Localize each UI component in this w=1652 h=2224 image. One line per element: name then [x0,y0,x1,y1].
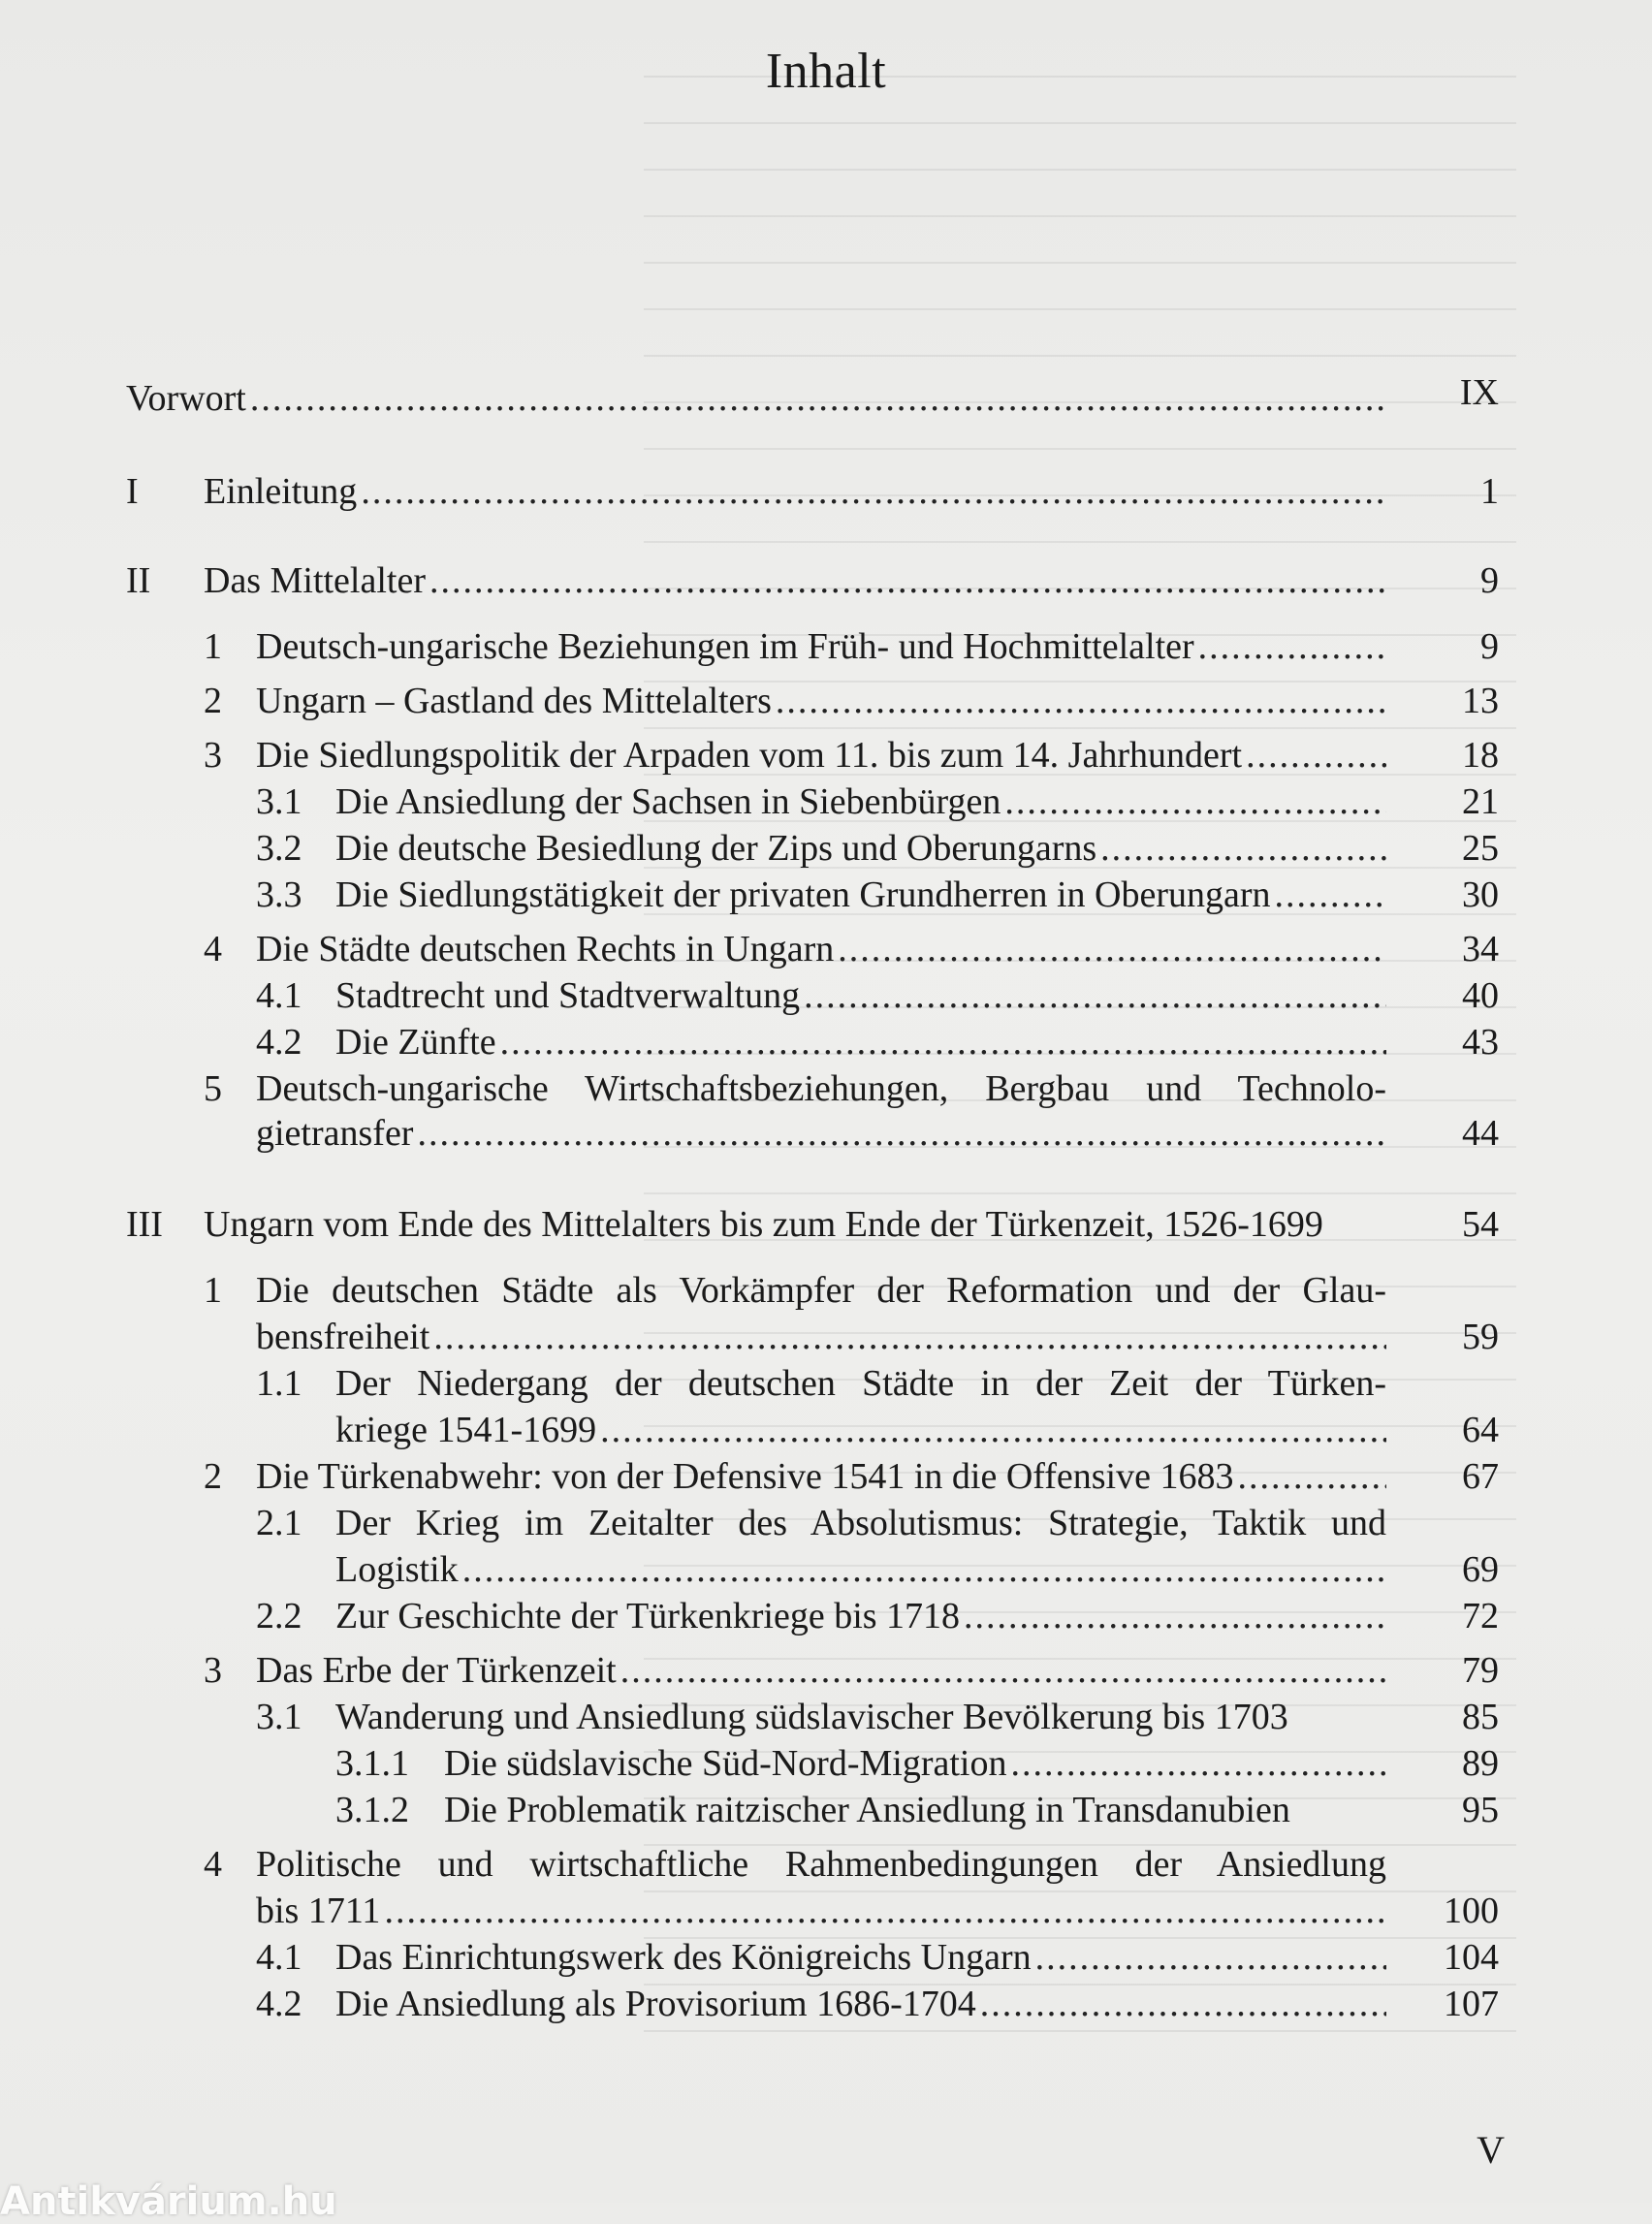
leader-dots [600,1408,1386,1452]
toc-entry [256,1315,1386,1359]
toc-entry-mittelalter [204,558,1386,603]
toc-num: 2 [204,681,222,721]
toc-page: 40 [1462,975,1499,1016]
toc-entry [256,679,1386,723]
toc-title: Das Einrichtungswerk des Königreichs Ungarn [335,1937,1032,1978]
toc-title-line1: Deutsch-ungarische Wirtschaftsbeziehungen, Bergbau und Technolo- [256,1068,1386,1109]
leader-dots [980,1982,1386,2026]
leader-dots [1246,733,1386,778]
toc-entry [256,1111,1386,1156]
toc-num: 3 [204,735,222,776]
toc-num: 5 [204,1068,222,1109]
toc-page: 100 [1444,1890,1499,1931]
leader-dots [964,1594,1386,1638]
toc-title: Vorwort [126,378,246,419]
toc-title-line1: Die deutschen Städte als Vorkämpfer der Reformation und der Glau- [256,1270,1386,1311]
toc-title-line2: bis 1711 [256,1890,381,1931]
toc-page: 43 [1462,1022,1499,1063]
toc-title: Einleitung [204,471,358,512]
toc-num: 2 [204,1456,222,1497]
leader-dots [620,1648,1386,1693]
toc-page: 1 [1480,471,1499,512]
toc-num: 2.1 [256,1503,302,1543]
toc-entry [335,826,1386,871]
toc-title: Die Zünfte [335,1022,496,1063]
toc-num: III [126,1204,163,1245]
toc-entry-einleitung [204,469,1386,514]
leader-dots [433,1315,1386,1359]
toc-page: 54 [1462,1204,1499,1245]
toc-entry [335,1408,1386,1452]
toc-entry [256,624,1386,669]
toc-title: Deutsch-ungarische Beziehungen im Früh- und Hochmittelalter [256,626,1194,667]
leader-dots [838,927,1386,971]
toc-title: Die deutsche Besiedlung der Zips und Oberungarns [335,828,1097,869]
toc-title: Ungarn vom Ende des Mittelalters bis zum Ende der Türkenzeit, 1526-1699 [204,1204,1323,1245]
toc-num: 4.2 [256,1022,302,1063]
toc-title: Die Türkenabwehr: von der Defensive 1541 in die Offensive 1683 [256,1456,1234,1497]
toc-entry [335,779,1386,824]
toc-page: 67 [1462,1456,1499,1497]
toc-entry [335,1935,1386,1980]
toc-title-line1: Politische und wirtschaftliche Rahmenbedingungen der Ansiedlung [256,1844,1386,1885]
watermark: Antikvárium.hu [0,2179,337,2224]
toc-title: Die Ansiedlung als Provisorium 1686-1704 [335,1984,976,2024]
leader-dots [1237,1454,1386,1499]
leader-dots [1004,779,1386,824]
toc-title-line2: bensfreiheit [256,1317,430,1357]
toc-page: 89 [1462,1743,1499,1784]
toc-title: Die Problematik raitzischer Ansiedlung in Transdanubien [444,1790,1290,1830]
leader-dots [384,1889,1386,1933]
toc-num: 1 [204,626,222,667]
toc-num: 3.1.2 [335,1790,409,1830]
toc-title: Stadtrecht und Stadtverwaltung [335,975,801,1016]
leader-dots [1010,1741,1386,1786]
toc-entry [335,873,1386,917]
toc-page: 64 [1462,1410,1499,1450]
toc-page: 107 [1444,1984,1499,2024]
toc-entry [335,973,1386,1018]
toc-title: Die südslavische Süd-Nord-Migration [444,1743,1007,1784]
toc-entry [256,927,1386,971]
toc-entry [256,1648,1386,1693]
toc-entry [335,1982,1386,2026]
toc-num: 3.1 [256,781,302,822]
toc-page: 13 [1462,681,1499,721]
leader-dots [1198,624,1386,669]
toc-num: 3.3 [256,874,302,915]
toc-entry [256,733,1386,778]
leader-dots [1035,1935,1386,1980]
leader-dots [1100,826,1386,871]
toc-page: 69 [1462,1549,1499,1590]
toc-title: Zur Geschichte der Türkenkriege bis 1718 [335,1596,961,1636]
toc-title: Ungarn – Gastland des Mittelalters [256,681,772,721]
toc-title: Wanderung und Ansiedlung südslavischer Bevölkerung bis 1703 [335,1697,1288,1737]
toc-entry [256,1454,1386,1499]
toc-title: Das Erbe der Türkenzeit [256,1650,617,1691]
toc-page: 72 [1462,1596,1499,1636]
leader-dots [361,469,1386,514]
toc-num: 4.1 [256,1937,302,1978]
toc-title-line2: gietransfer [256,1113,414,1154]
toc-title-line1: Der Niedergang der deutschen Städte in der Zeit der Türken- [335,1363,1386,1404]
toc-num: 2.2 [256,1596,302,1636]
toc-page: 104 [1444,1937,1499,1978]
leader-dots [1275,873,1387,917]
toc-entry [335,1547,1386,1592]
toc-title: Die Ansiedlung der Sachsen in Siebenbürgen [335,781,1001,822]
toc-page: 79 [1462,1650,1499,1691]
toc-page: 30 [1462,874,1499,915]
toc-num: 3 [204,1650,222,1691]
toc-num: I [126,471,139,512]
leader-dots [429,558,1386,603]
toc-page: 9 [1480,626,1499,667]
toc-title: Die Städte deutschen Rechts in Ungarn [256,929,835,969]
toc-num: 3.2 [256,828,302,869]
toc-page: 44 [1462,1113,1499,1154]
toc-title-line2: Logistik [335,1549,459,1590]
toc-page: IX [1459,372,1499,413]
toc-page: 34 [1462,929,1499,969]
leader-dots [500,1020,1386,1064]
toc-title-line1: Der Krieg im Zeitalter des Absolutismus: Strategie, Taktik und [335,1503,1386,1543]
toc-num: 3.1.1 [335,1743,409,1784]
leader-dots [462,1547,1386,1592]
toc-entry [335,1020,1386,1064]
toc-num: 4 [204,1844,222,1885]
toc-num: 4.2 [256,1984,302,2024]
page-title: Inhalt [765,44,887,99]
toc-entry-vorwort [126,376,1386,421]
leader-dots [250,376,1386,421]
toc-page: 9 [1480,560,1499,601]
toc-page: 95 [1462,1790,1499,1830]
toc-num: 1.1 [256,1363,302,1404]
toc-title: Die Siedlungstätigkeit der privaten Grundherren in Oberungarn [335,874,1271,915]
toc-num: 1 [204,1270,222,1311]
leader-dots [417,1111,1386,1156]
toc-entry [256,1889,1386,1933]
toc-entry [444,1741,1386,1786]
toc-page: 18 [1462,735,1499,776]
toc-num: II [126,560,151,601]
toc-entry [335,1594,1386,1638]
toc-num: 4 [204,929,222,969]
toc-title: Das Mittelalter [204,560,426,601]
toc-title-line2: kriege 1541-1699 [335,1410,597,1450]
toc-num: 3.1 [256,1697,302,1737]
toc-page: 25 [1462,828,1499,869]
leader-dots [776,679,1386,723]
toc-title: Die Siedlungspolitik der Arpaden vom 11. bis zum 14. Jahrhundert [256,735,1243,776]
footer-page-number: V [1477,2128,1505,2172]
toc-page: 21 [1462,781,1499,822]
toc-page: 59 [1462,1317,1499,1357]
toc-page: 85 [1462,1697,1499,1737]
toc-num: 4.1 [256,975,302,1016]
leader-dots [804,973,1386,1018]
